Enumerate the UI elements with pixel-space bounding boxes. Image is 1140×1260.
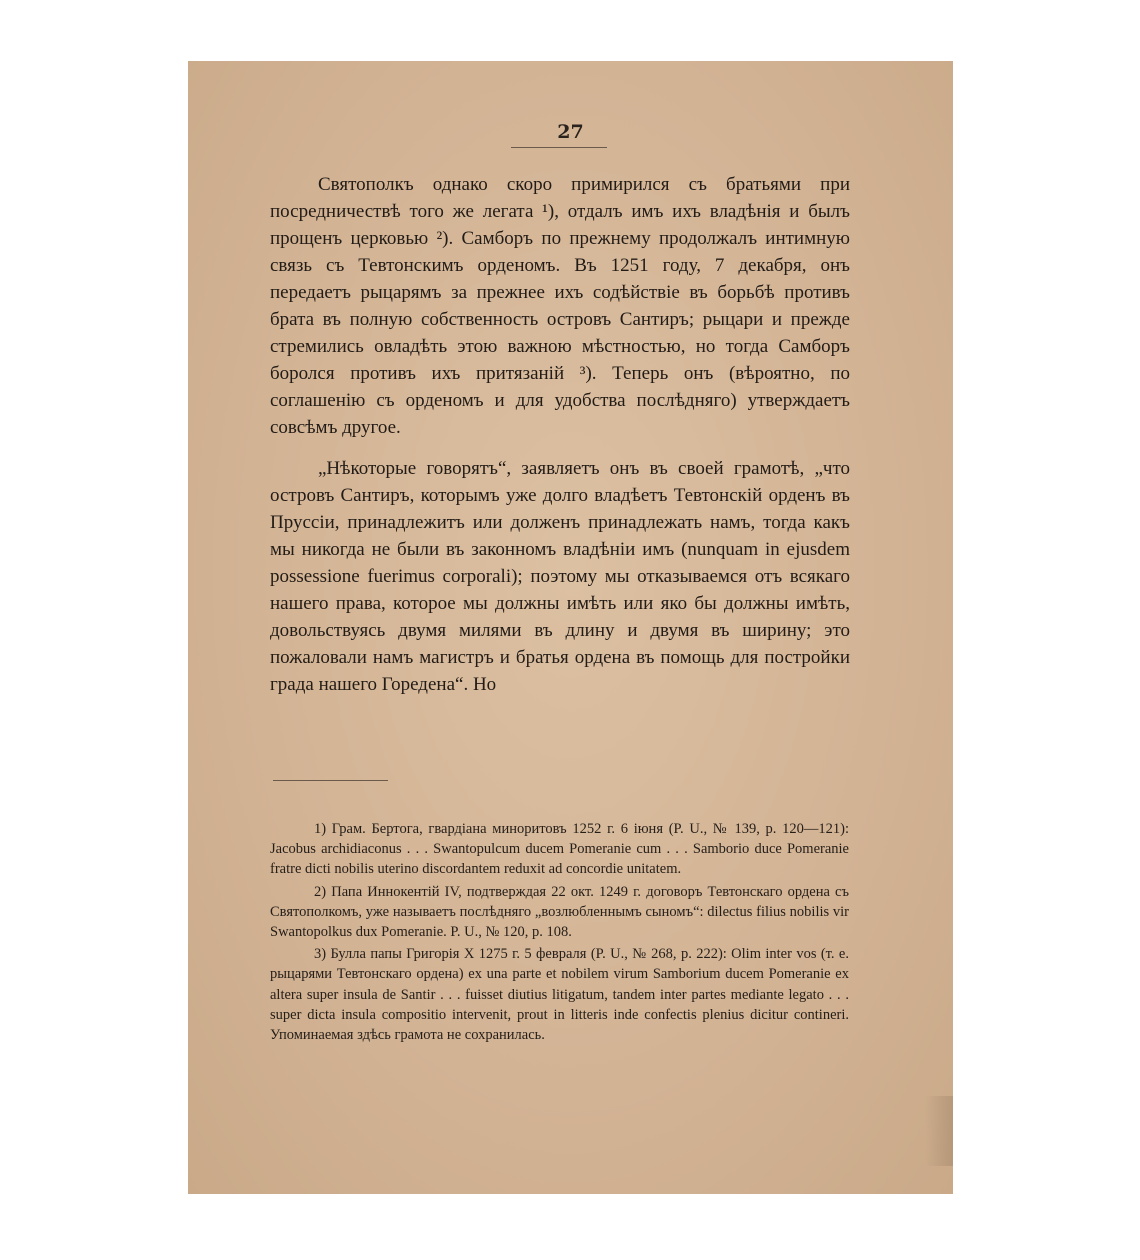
main-text — [270, 171, 850, 712]
footnote-2: 2) Папа Иннокентій IV, подтверждая 22 окт. 1249 г. договоръ Тевтонскаго ордена съ Святополкомъ, уже называетъ послѣдняго „возлюбленнымъ сыномъ“: dilectus filius nobilis vir Swantopolkus dux Pomeranie. P. U., № 120, p. 108. — [270, 883, 849, 941]
paragraph-1: Святополкъ однако скоро примирился съ братьями при посредничествѣ того же легата ¹), отдалъ имъ ихъ владѣнія и былъ прощенъ церковью ²). Самборъ по прежнему продолжалъ интимную связь съ Тевтонскимъ орденомъ. Въ 1251 году, 7 декабря, онъ передаетъ рыцарямъ за прежнее ихъ содѣйствіе въ борьбѣ противъ брата въ полную собственность островъ Сантиръ; рыцари и прежде стремились овладѣть этою важною мѣстностью, но тогда Самборъ боролся противъ ихъ притязаній ³). Теперь онъ (вѣроятно, по соглашенію съ орденомъ и для удобства послѣдняго) утверждаетъ совсѣмъ другое. — [270, 174, 850, 438]
footnote-1: 1) Грам. Бертога, гвардіана миноритовъ 1252 г. 6 іюня (P. U., № 139, p. 120—121): Jacobus archidiaconus . . . Swantopulcum ducem Pomeranie cum . . . Samborio duce Pomeranie fratre dicti nobilis uterino discordantem reduxit ad concordie unitatem. — [270, 821, 849, 878]
footnote-rule — [273, 780, 388, 781]
page-number-rule — [511, 147, 607, 148]
page-edge-shadow — [925, 1096, 953, 1166]
footnote-3: 3) Булла папы Григорія X 1275 г. 5 февраля (P. U., № 268, p. 222): Olim inter vos (т. е. рыцарями Тевтонскаго ордена) ex una parte et nobilem virum Samborium ducem Pomeranie ex altera super insula de Santir . . . fuisset diutius litigatum, tandem inter partes mediante legato . . . super dicta insula compositio intervenit, prout in litteris inde confectis plenius dicitur contineri. Упоминаемая здѣсь грамота не сохранилась. — [270, 946, 849, 1044]
page-number: 27 — [557, 121, 584, 143]
book-page — [188, 61, 953, 1194]
paragraph-2: „Нѣкоторые говорятъ“, заявляетъ онъ въ своей грамотѣ, „что островъ Сантиръ, которымъ уже долго владѣетъ Тевтонскій орденъ въ Пруссіи, принадлежитъ или долженъ принадлежать намъ, тогда какъ мы никогда не были въ законномъ владѣніи имъ (nunquam in ejusdem possessione fuerimus corporali); поэтому мы отказываемся отъ всякаго нашего права, которое мы должны имѣть или яко бы должны имѣть, довольствуясь двумя милями въ длину и двумя въ ширину; это пожаловали намъ магистръ и братья ордена въ помощь для постройки града нашего Горедена“. Но — [270, 458, 850, 695]
footnotes — [270, 819, 849, 1047]
